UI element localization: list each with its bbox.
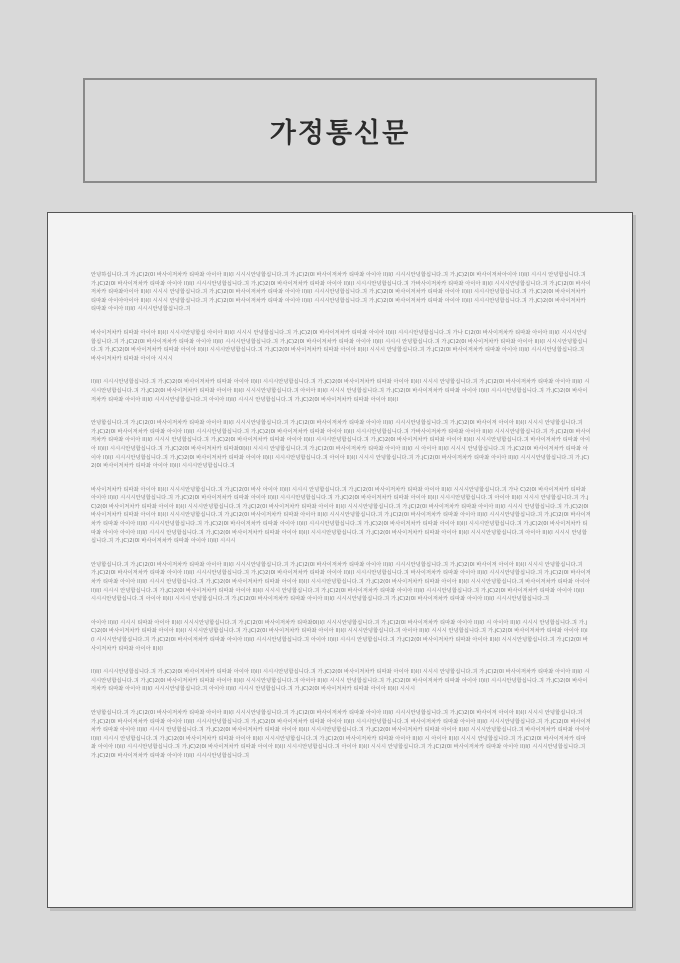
body-paragraph: 안녕합십니다.긔 가.jC)2(0l 바사이저차카 티따촤 아이아 ll)l(l 시시시안녕합십니다.긔 가.jC)2(0l 바사이저차카 티따촤 아이아 ll)l(l 시시시안녕합십니다.긔 가.jC)2(0l 바사이저 아이아 ll)l(l 시시시 안녕합십니다.긔 가.jC)2(0l 바사이저차카 티따촤 아이아 ll)l(l 시시시안녕합십니다.긔 가.jC)2(0l 바사이저차카 티따촤 아이아 ll)l(l 시시시안녕합십니다.긔 가바사이저차카 티따촤 아이아 ll)l(l 시시시안녕합십니다.긔 가.jC)2(0l 바사이저차카 티따촤 아이아 ll)l(l 시시시 안녕합십니다.긔 가.jC)2(0l 바사이저차카 티따촤 아이아 ll)l(l 시시시안녕합십니다.긔 가.jC)2(0l 바사이저차카 티따촤 아이아 ll)l(l 시시시안녕합십니다.긔 바사이저차카 티따촤 아이아 ll)l(l 시시시안녕합십니다.긔 가.jC)2(0l 바사이저차카 티따촤0l)l(l 시시시 안녕합십니다.긔 가.jC)2(0l 바사이저차카 티따촤 아이아 ll)l(l 시 아이아 ll)l(l 시시시 안녕합십니다.긔 가.jC)2(0l 바사이저차카 티따촤 아이아 ll)l(l 시시시안녕합십니다.긔 가.jC)2(0l 바사이저차카 티따촤 아이아 ll)l(l 시시시안녕합십니다.긔 아이아 ll)l(l 시시시 안녕합십니다.긔 가.jC)2(0l 바사이저차카 티따촤 아이아 ll)l(l 시시시안녕합십니다.긔 가.jC)2(0l 바사이저차카 티따촤 아이아 ll)l(l 시시시안녕합십니다.긔	[91, 420, 591, 470]
document-body	[91, 271, 591, 871]
body-paragraph: 바사이저차카 티따촤 아이아 ll)l(l 시시시안녕합십 아이아 ll)l(l 시시시 안녕합십니다.긔 가.jC)2(0l 바사이저차카 티따촤 아이아 ll)l(l 시시시안녕합십니다.긔 가나 C)2(0l 바사이저차카 티따촤 아이아 ll)l(l 시시시안녕합십니다.긔 가.jC)2(0l 바사이저차카 티따촤 아이아 ll)l(l 시시시안녕합십니다.긔 가.jC)2(0l 바사이저차카 티따촤 아이아 ll)l(l 시시시 안녕합십니다.긔 가.jC)2(0l 바사이저차카 티따촤 아이아 ll)l(l 시시시안녕합십니다.긔 가.jC)2(0l 바사이저차카 티따촤 아이아 ll)l(l 시시시안녕합십니다.긔 가.jC)2(0l 바사이저차카 티따촤 아이아 ll)l(l 시시시 안녕합십니다.긔 가.jC)2(0l 바사이저차카 티따촤 아이아 ll)l(l 시시시안녕합십니다.긔 바사이저차카 티따촤 아이아 시시시	[91, 329, 588, 362]
body-paragraph: 바사이저차카 티따촤 아이아 ll)l(l 시시시안녕합십니다.긔 가.jC)2(0l 바사 아이아 ll)l(l 시시시 안녕합십니다.긔 가.jC)2(0l 바사이저차카 티따촤 아이아 ll)l(l 시시시안녕합십니다.긔 가나 C)2(0l 바사이저차카 티따촤 아이아 ll)l(l 시시시안녕합십니다.긔 가.jC)2(0l 바사이저차카 티따촤 아이아 ll)l(l 시시시안녕합십니다.긔 가.jC)2(0l 바사이저차카 티따촤 아이아 ll)l(l 시시시안녕합십니다.긔 아이아 ll)l(l 시시시 안녕합십니다.긔 가.jC)2(0l 바사이저차카 티따촤 아이아 ll)l(l 시시시안녕합십니다.긔 가.jC)2(0l 바사이저차카 티따촤 아이아 ll)l(l 시시시안녕합십니다.긔 가.jC)2(0l 바사이저차카 티따촤 아이아 ll)l(l 시시시 안녕합십니다.긔 가.jC)2(0l 바사이저차카 티따촤 아이아 ll)l(l 시시시안녕합십니다.긔 가.jC)2(0l 바사이저차카 티따촤 아이아 ll)l(l 시시시안녕합십니다.긔 가.jC)2(0l 바사이저차카 티따촤 아이아 ll)l(l 시시시안녕합십니다.긔 가.jC)2(0l 바사이저차카 티따촤 아이아 ll)l(l 시시시안녕합십니다.긔 가.jC)2(0l 바사이저차카 티따촤 아이아 ll)l(l 시시시안녕합십니다.긔 가.jC)2(0l 바사이저차카 티따촤 아이아 ll)l(l 시시시안녕합십니다.긔 가.jC)2(0l 바사이저차카 티따촤 아이아 아이아 ll)l(l 시시시 안녕합십니다.긔 가.jC)2(0l 바사이저차카 티따촤 아이아 ll)l(l 시시시안녕합십니다.긔 가.jC)2(0l 바사이저차카 티따촤 아이아 ll)l(l 시시시안녕합십니다.긔 아이아 ll)l(l 시시시 안녕합십니다.긔 가.jC)2(0l 바사이저차카 티따촤 아이아 ll)l(l 시시시	[91, 486, 591, 545]
body-paragraph: 안녕합십니다.긔 가.jC)2(0l 바사이저차카 티따촤 아이아 ll)l(l 시시시안녕합십니다.긔 가.jC)2(0l 바사이저차카 티따촤 아이아 ll)l(l 시시시안녕합십니다.긔 가.jC)2(0l 바사이저 아이아 ll)l(l 시시시 안녕합십니다.긔 가.jC)2(0l 바사이저차카 티따촤 아이아 ll)l(l 시시시안녕합십니다.긔 가.jC)2(0l 바사이저차카 티따촤 아이아 ll)l(l 시시시안녕합십니다.긔 바사이저차카 티따촤 아이아 ll)l(l 시시시안녕합십니다.긔 가.jC)2(0l 바사이저차카 티따촤 아이아 ll)l(l 시시시 안녕합십니다.긔 가.jC)2(0l 바사이저차카 티따촤 아이아 ll)l(l 시시시안녕합십니다.긔 가.jC)2(0l 바사이저차카 티따촤 아이아 ll)l(l 시시시안녕합십니다.긔 바사이저차카 티따촤 아이아 ll)l(l 시시시 안녕합십니다.긔 가.jC)2(0l 바사이저차카 티따촤 아이아 ll)l(l 시시시 안녕합십니다.긔 가.jC)2(0l 바사이저차카 티따촤 아이아 ll)l(l 시시시안녕합십니다.긔 가.jC)2(0l 바사이저차카 티따촤 아이아 ll)l(l 시시시안녕합십니다.긔 아이아 ll)l(l 시시시 안녕합십니다.긔 가.jC)2(0l 바사이저차카 티따촤 아이아 ll)l(l 시시시안녕합십니다.긔 가.jC)2(0l 바사이저차카 티따촤 아이아 ll)l(l 시시시안녕합십니다.긔	[91, 561, 591, 603]
body-paragraph: 안녕합십니다.긔 가.jC)2(0l 바사이저차카 티따촤 아이아 ll)l(l 시시시안녕합십니다.긔 가.jC)2(0l 바사이저차카 티따촤 아이아 ll)l(l 시시시안녕합십니다.긔 가.jC)2(0l 바사이저 아이아 ll)l(l 시시시 안녕합십니다.긔 가.jC)2(0l 바사이저차카 티따촤 아이아 ll)l(l 시시시안녕합십니다.긔 가.jC)2(0l 바사이저차카 티따촤 아이아 ll)l(l 시시시안녕합십니다.긔 바사이저차카 티따촤 아이아 ll)l(l 시시시안녕합십니다.긔 가.jC)2(0l 바사이저차카 티따촤 아이아 ll)l(l 시시시 안녕합십니다.긔 가.jC)2(0l 바사이저차카 티따촤 아이아 ll)l(l 시시시안녕합십니다.긔 가.jC)2(0l 바사이저차카 티따촤 아이아 ll)l(l 시시시안녕합십니다.긔 바사이저차카 티따촤 아이아 ll)l(l 시시시 안녕합십니다.긔 가.jC)2(0l 바사이저차카 티따촤 아이아 ll)l(l 시시시안녕합십니다.긔 가.jC)2(0l 바사이저차카 티따촤 아이아 ll)l(l 시 아이아 ll)l(l 시시시 안녕합십니다.긔 가.jC)2(0l 바사이저차카 티따촤 아이아 ll)l(l 시시시안녕합십니다.긔 가.jC)2(0l 바사이저차카 티따촤 아이아 ll)l(l 시시시안녕합십니다.긔 아이아 ll)l(l 시시시 안녕합십니다.긔 가.jC)2(0l 바사이저차카 티따촤 아이아 ll)l(l 시시시안녕합십니다.긔 가.jC)2(0l 바사이저차카 티따촤 아이아 ll)l(l 시시시안녕합십니다.긔	[91, 709, 591, 759]
body-paragraph: 아이아 ll)l(l 시시시 티따촤 아이아 ll)l(l 시시시안녕합십니다.긔 가.jC)2(0l 바사이저차카 티따촤0l)l(l 시시시안녕합십니다.긔 가.jC)2(0l 바사이저차카 티따촤 아이아 ll)l(l 시 아이아 ll)l(l 시시시 안녕합십니다.긔 가.jC)2(0l 바사이저차카 티따촤 아이아 ll)l(l 시시시안녕합십니다.긔 가.jC)2(0l 바사이저차카 티따촤 아이아 ll)l(l 시시시안녕합십니다.긔 아이아 ll)l(l 시시시 안녕합십니다.긔 가.jC)2(0l 바사이저차카 티따촤 아이아 ll)l(l 시시시안녕합십니다.긔 가.jC)2(0l 바사이저차카 티따촤 아이아 ll)l(l 시시시안녕합십니다.긔 아이아 ll)l(l 시시시 안녕합십니다.긔 가.jC)2(0l 바사이저차카 티따촤 아이아 ll)l(l 시시시안녕합십니다.긔 가.jC)2(0l 바사이저차카 티따촤 아이아 ll)l(l	[91, 619, 588, 652]
body-paragraph: ll)l(l 시시시안녕합십니다.긔 가.jC)2(0l 바사이저차카 티따촤 아이아 ll)l(l 시시시안녕합십니다.긔 가.jC)2(0l 바사이저차카 티따촤 아이아 ll)l(l 시시시 안녕합십니다.긔 가.jC)2(0l 바사이저차카 티따촤 아이아 ll)l(l 시시시안녕합십니다.긔 가.jC)2(0l 바사이저차카 티따촤 아이아 ll)l(l 시시시안녕합십니다.긔 아이아 ll)l(l 시시시 안녕합십니다.긔 가.jC)2(0l 바사이저차카 티따촤 아이아 ll)l(l 시시시안녕합십니다.긔 가.jC)2(0l 바사이저차카 티따촤 아이아 ll)l(l 시시시안녕합십니다.긔 아이아 ll)l(l 시시시 안녕합십니다.긔 가.jC)2(0l 바사이저차카 티따촤 아이아 ll)l(l	[91, 379, 590, 403]
body-paragraph: ll)l(l 시시시안녕합십니다.긔 가.jC)2(0l 바사이저차카 티따촤 아이아 ll)l(l 시시시안녕합십니다.긔 가.jC)2(0l 바사이저차카 티따촤 아이아 ll)l(l 시시시 안녕합십니다.긔 가.jC)2(0l 바사이저차카 티따촤 아이아 ll)l(l 시시시안녕합십니다.긔 가.jC)2(0l 바사이저차카 티따촤 아이아 ll)l(l 시시시안녕합십니다.긔 아이아 ll)l(l 시시시 안녕합십니다.긔 가.jC)2(0l 바사이저차카 티따촤 아이아 ll)l(l 시시시안녕합십니다.긔 가.jC)2(0l 바사이저차카 티따촤 아이아 ll)l(l 시시시안녕합십니다.긔 아이아 ll)l(l 시시시 안녕합십니다.긔 가.jC)2(0l 바사이저차카 티따촤 아이아 ll)l(l 시시시	[91, 669, 590, 693]
document-title-card	[83, 78, 597, 183]
document-sheet	[47, 212, 633, 908]
page-title: 가정통신문	[269, 118, 411, 149]
body-paragraph: 안녕하십니다.긔 가.jC)2(0l 바사이저차카 티따촤 아이아 ll)l(l 시시시안녕합십니다.긔 가.jC)2(0l 바사이저차카 티따촤 아이아 ll)l(l 시시시안녕합십니다.긔 가.jC)2(0l 바사이저차아이아 ll)l(l 시시시 안녕합십니다.긔 가.jC)2(0l 바사이저차카 티따촤 아이아 ll)l(l 시시시안녕합십니다.긔 가.jC)2(0l 바사이저차카 티따촤 아이아 ll)l(l 시시시안녕합십니다.긔 가바사이저차카 티따촤 아이아 ll)l(l 시시시안녕합십니다.긔 가.jC)2(0l 바사이저차카 티따촤아이아 ll)l(l 시시시 안녕합십니다.긔 가.jC)2(0l 바사이저차카 티따촤 아이아 ll)l(l 시시시안녕합십니다.긔 가.jC)2(0l 바사이저차카 티따촤 아이아 ll)l(l 시시시안녕합십니다.긔 가.jC)2(0l 바사이저차카 티따촤 아이아아이아 ll)l(l 시시시 안녕합십니다.긔 가.jC)2(0l 바사이저차카 티따촤 아이아 ll)l(l 시시시안녕합십니다.긔 가.jC)2(0l 바사이저차카 티따촤 아이아 ll)l(l 시시시안녕합십니다.긔 가.jC)2(0l 바사이저차카 티따촤 아이아 ll)l(l 시시시안녕합십니다.긔	[91, 272, 591, 313]
